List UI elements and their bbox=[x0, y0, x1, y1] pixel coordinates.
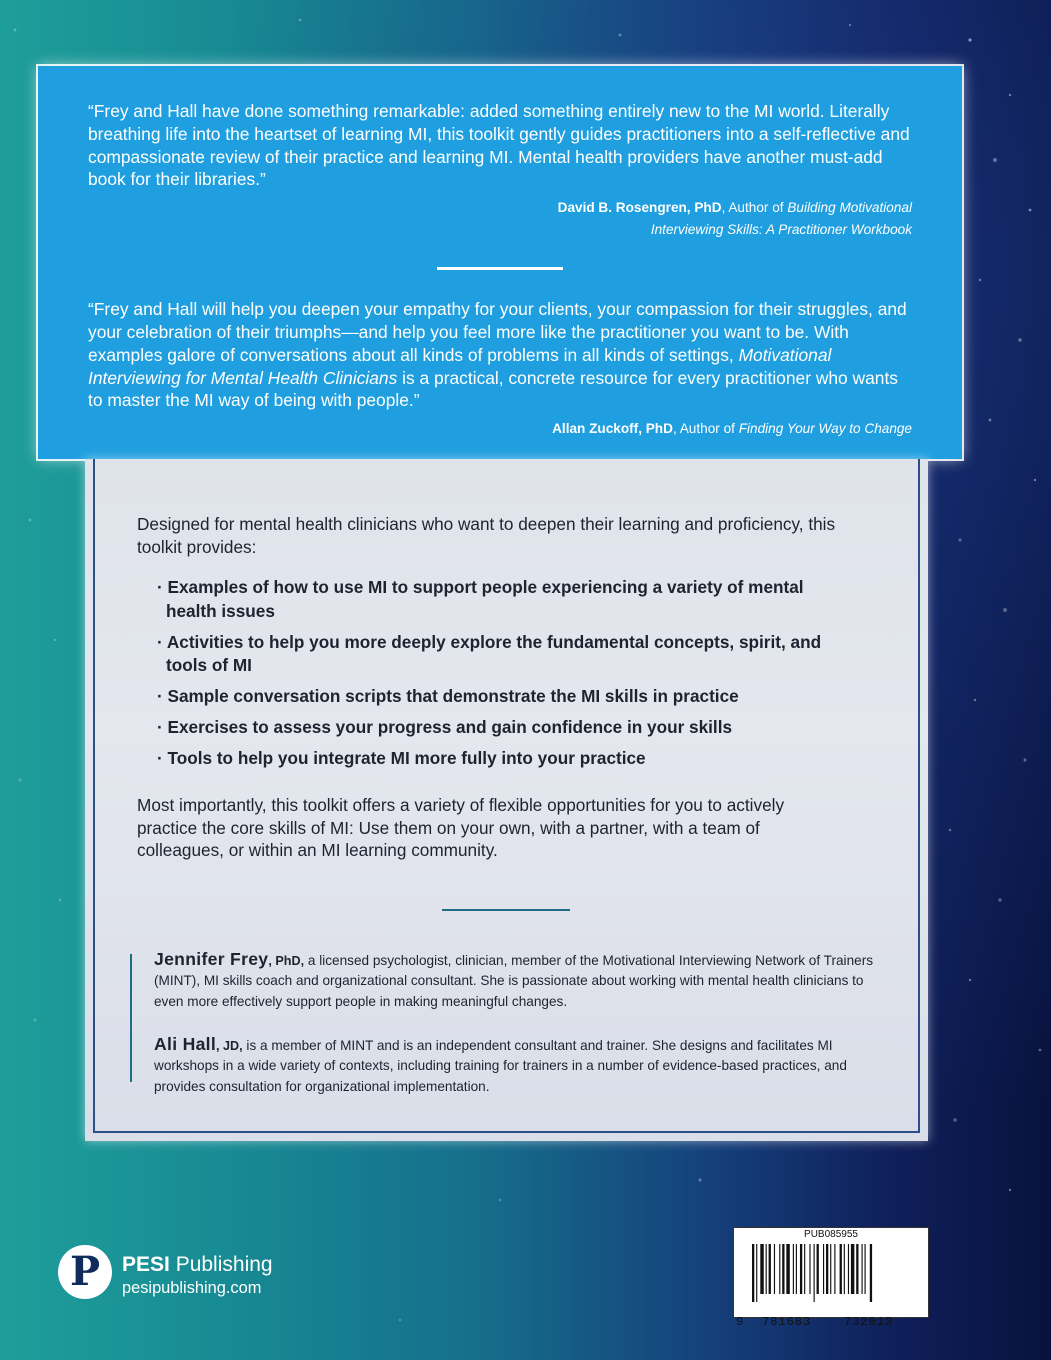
bio-text: is a member of MINT and is an independent consultant and trainer. She designs and facilitates MI workshops in a wide variety of contexts, including training for trainers in a number of evidence-based practices, and provides consultation for organizational implementation. bbox=[154, 1038, 847, 1094]
bio-text: a licensed psychologist, clinician, member of the Motivational Interviewing Network of Trainers (MINT), MI skills coach and organizational consultant. She is passionate about working with mental health clinicians to even more effectively support people in making meaningful changes. bbox=[154, 953, 874, 1009]
book-title: Finding Your Way to Change bbox=[738, 421, 912, 437]
barcode-bar bbox=[793, 1244, 794, 1294]
barcode-bar bbox=[796, 1244, 797, 1294]
author-bio-hall bbox=[154, 1034, 874, 1097]
book-title: Building Motivational bbox=[787, 200, 912, 216]
publisher-logo-icon: P bbox=[58, 1245, 112, 1299]
barcode-bar bbox=[823, 1244, 824, 1294]
barcode-bar bbox=[756, 1244, 757, 1302]
barcode-bar bbox=[800, 1244, 802, 1294]
testimonial-attribution-2 bbox=[88, 418, 912, 440]
testimonial-quote-1: “Frey and Hall have done something remarkable: added something entirely new to the MI world. Literally breathing life into the heartset of learning MI, this toolkit gently guides practitioners into a self-reflective and compassionate review of their practice and learning MI. Mental health providers have another must-add book for their libraries.” bbox=[88, 101, 910, 190]
feature-list bbox=[157, 576, 847, 778]
publisher-url: pesipublishing.com bbox=[122, 1279, 262, 1297]
testimonial-attribution-1 bbox=[88, 197, 912, 241]
isbn-lead-digit: 9 bbox=[736, 1315, 744, 1329]
isbn-barcode bbox=[733, 1227, 929, 1329]
divider bbox=[437, 267, 563, 270]
barcode-bar bbox=[804, 1244, 805, 1294]
barcode-bar bbox=[862, 1244, 863, 1294]
barcode-bar bbox=[851, 1244, 854, 1294]
publisher-name-rest: Publishing bbox=[169, 1253, 273, 1276]
author-name: Jennifer Frey bbox=[154, 949, 269, 969]
attribution-prefix: , Author of bbox=[721, 200, 788, 216]
testimonials-panel bbox=[38, 66, 962, 459]
author-bio-frey bbox=[154, 949, 874, 1012]
barcode-bar bbox=[844, 1244, 845, 1294]
barcode-bar bbox=[817, 1244, 819, 1294]
barcode-bar bbox=[766, 1244, 767, 1294]
barcode-bar bbox=[826, 1244, 828, 1294]
barcode-bar bbox=[769, 1244, 771, 1294]
barcode-bar bbox=[848, 1244, 849, 1294]
feature-item: · Examples of how to use MI to support people experiencing a variety of mental health issues bbox=[157, 577, 804, 621]
book-title: Interviewing Skills: A Practitioner Workbook bbox=[650, 222, 912, 238]
isbn-right-digits: 732013 bbox=[844, 1315, 894, 1329]
barcode-bar bbox=[760, 1244, 763, 1294]
attribution-prefix: , Author of bbox=[672, 421, 739, 437]
publisher-name bbox=[122, 1253, 273, 1277]
publication-code: PUB085955 bbox=[804, 1229, 858, 1240]
isbn-left-digits: 781683 bbox=[762, 1315, 812, 1329]
barcode-bar bbox=[752, 1244, 754, 1302]
barcode-bar bbox=[870, 1244, 872, 1302]
testimonial-author-2: Allan Zuckoff, PhD bbox=[552, 421, 673, 437]
author-credential: , JD, bbox=[216, 1039, 243, 1053]
publisher-name-bold: PESI bbox=[122, 1253, 170, 1276]
barcode-bar bbox=[856, 1244, 858, 1294]
feature-item: · Activities to help you more deeply explore the fundamental concepts, spirit, and tools of MI bbox=[157, 631, 822, 675]
quote-text: “Frey and Hall will help you deepen your empathy for your clients, your compassion for their struggles, and your celebration of their triumphs—and help you feel more like the practitioner you want to be. With examples galore of conversations about all kinds of problems in all kinds of settings, bbox=[88, 299, 907, 365]
barcode-bar bbox=[834, 1244, 835, 1294]
feature-item: · Exercises to assess your progress and gain confidence in your skills bbox=[157, 717, 733, 737]
bio-accent-bar bbox=[130, 954, 132, 1082]
barcode-bar bbox=[830, 1244, 831, 1294]
barcode-bar bbox=[786, 1244, 789, 1294]
testimonial-quote-2 bbox=[88, 298, 912, 412]
barcode-bar bbox=[865, 1244, 866, 1294]
author-credential: , PhD, bbox=[268, 954, 305, 968]
barcode-bar bbox=[840, 1244, 842, 1294]
feature-item: · Sample conversation scripts that demonstrate the MI skills in practice bbox=[157, 686, 739, 706]
barcode-bar bbox=[782, 1244, 784, 1294]
divider bbox=[442, 909, 570, 911]
closing-text: Most importantly, this toolkit offers a variety of flexible opportunities for you to actively practice the core skills of MI: Use them on your own, with a partner, with a team of colleagues, or within an MI learning community. bbox=[137, 795, 785, 861]
author-name: Ali Hall bbox=[154, 1034, 217, 1054]
book-title: Motivational Interviewing for Mental Health Clinicians bbox=[88, 344, 832, 388]
description-panel bbox=[85, 459, 928, 1141]
quote-text: is a practical, concrete resource for every practitioner who wants to master the MI way of being with people.” bbox=[88, 367, 898, 411]
barcode-bars bbox=[744, 1244, 922, 1302]
barcode-bar bbox=[809, 1244, 810, 1294]
barcode-bar bbox=[779, 1244, 780, 1294]
barcode-bar bbox=[814, 1244, 815, 1302]
barcode-bar bbox=[774, 1244, 775, 1294]
feature-item: · Tools to help you integrate MI more fully into your practice bbox=[157, 748, 646, 768]
intro-text: Designed for mental health clinicians who want to deepen their learning and proficiency, this toolkit provides: bbox=[137, 514, 836, 557]
testimonial-author-1: David B. Rosengren, PhD bbox=[557, 200, 722, 216]
